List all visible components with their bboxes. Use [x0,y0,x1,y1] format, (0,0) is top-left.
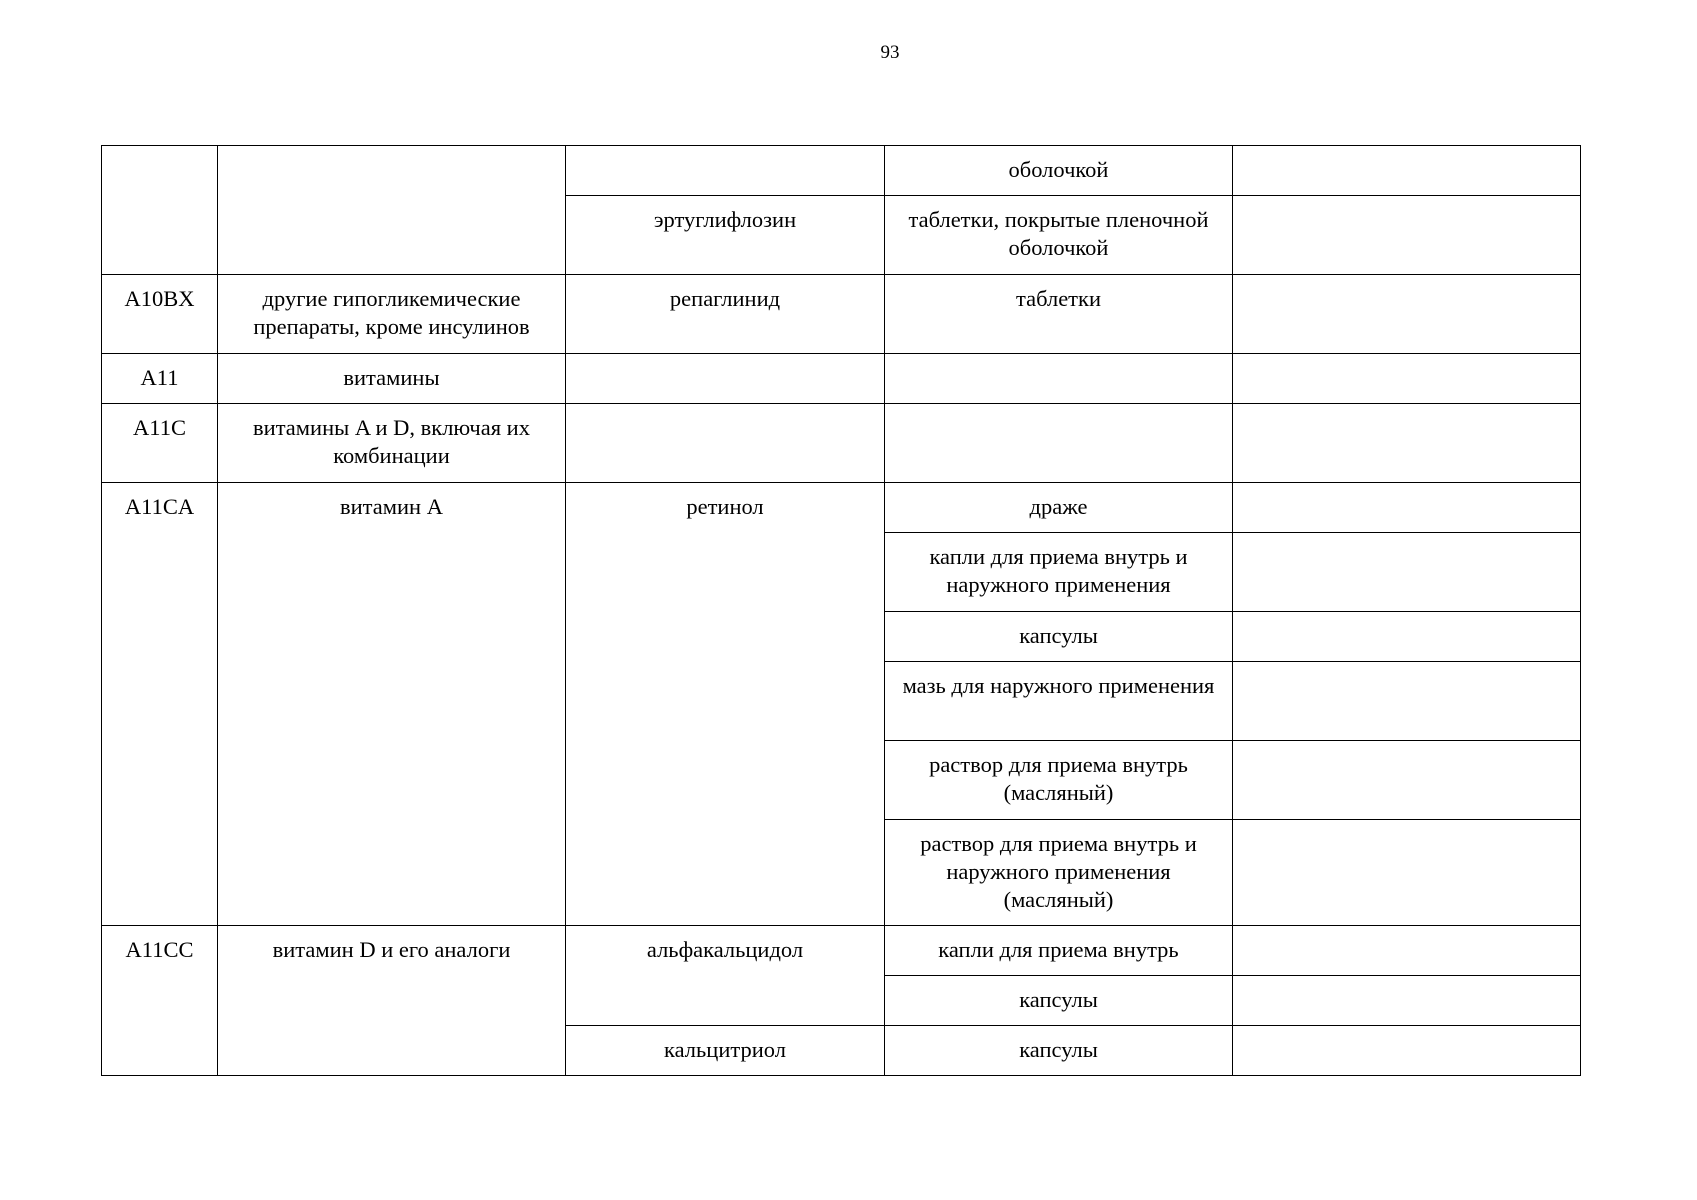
table-row [102,404,1581,483]
form-cell: драже [885,483,1233,533]
substance-cell: эртуглифлозин [566,196,885,275]
form-cell [885,354,1233,404]
note-cell [1233,1026,1581,1076]
code-cell: A11 [102,354,218,404]
substance-cell: репаглинид [566,275,885,354]
note-cell [1233,820,1581,926]
form-cell: капсулы [885,976,1233,1026]
note-cell [1233,926,1581,976]
note-cell [1233,275,1581,354]
group-cell: другие гипогликемические препараты, кроме инсулинов [218,275,566,354]
form-cell: капли для приема внутрь [885,926,1233,976]
form-cell: капсулы [885,1026,1233,1076]
note-cell [1233,612,1581,662]
form-cell [885,404,1233,483]
group-cell [218,146,566,275]
code-cell: A11CC [102,926,218,1076]
form-cell: таблетки, покрытые пленочной оболочкой [885,196,1233,275]
table-row [102,146,1581,196]
note-cell [1233,662,1581,741]
note-cell [1233,741,1581,820]
drug-table [101,145,1581,1076]
substance-cell: кальцитриол [566,1026,885,1076]
table-row [102,275,1581,354]
code-cell: A11C [102,404,218,483]
form-cell: капли для приема внутрь и наружного применения [885,533,1233,612]
page-number: 93 [880,42,900,63]
code-cell: A11CA [102,483,218,926]
substance-cell [566,404,885,483]
note-cell [1233,146,1581,196]
substance-cell: ретинол [566,483,885,926]
form-cell: мазь для наружного применения [885,662,1233,741]
group-cell: витамины [218,354,566,404]
code-cell: A10BX [102,275,218,354]
table-row [102,483,1581,533]
form-cell: раствор для приема внутрь (масляный) [885,741,1233,820]
group-cell: витамины A и D, включая их комбинации [218,404,566,483]
table-row [102,354,1581,404]
note-cell [1233,404,1581,483]
note-cell [1233,196,1581,275]
group-cell: витамин A [218,483,566,926]
substance-cell: альфакальцидол [566,926,885,1026]
substance-cell [566,146,885,196]
form-cell: оболочкой [885,146,1233,196]
table-row [102,926,1581,976]
note-cell [1233,354,1581,404]
code-cell [102,146,218,275]
group-cell: витамин D и его аналоги [218,926,566,1076]
note-cell [1233,976,1581,1026]
note-cell [1233,533,1581,612]
note-cell [1233,483,1581,533]
substance-cell [566,354,885,404]
form-cell: капсулы [885,612,1233,662]
form-cell: таблетки [885,275,1233,354]
form-cell: раствор для приема внутрь и наружного применения (масляный) [885,820,1233,926]
